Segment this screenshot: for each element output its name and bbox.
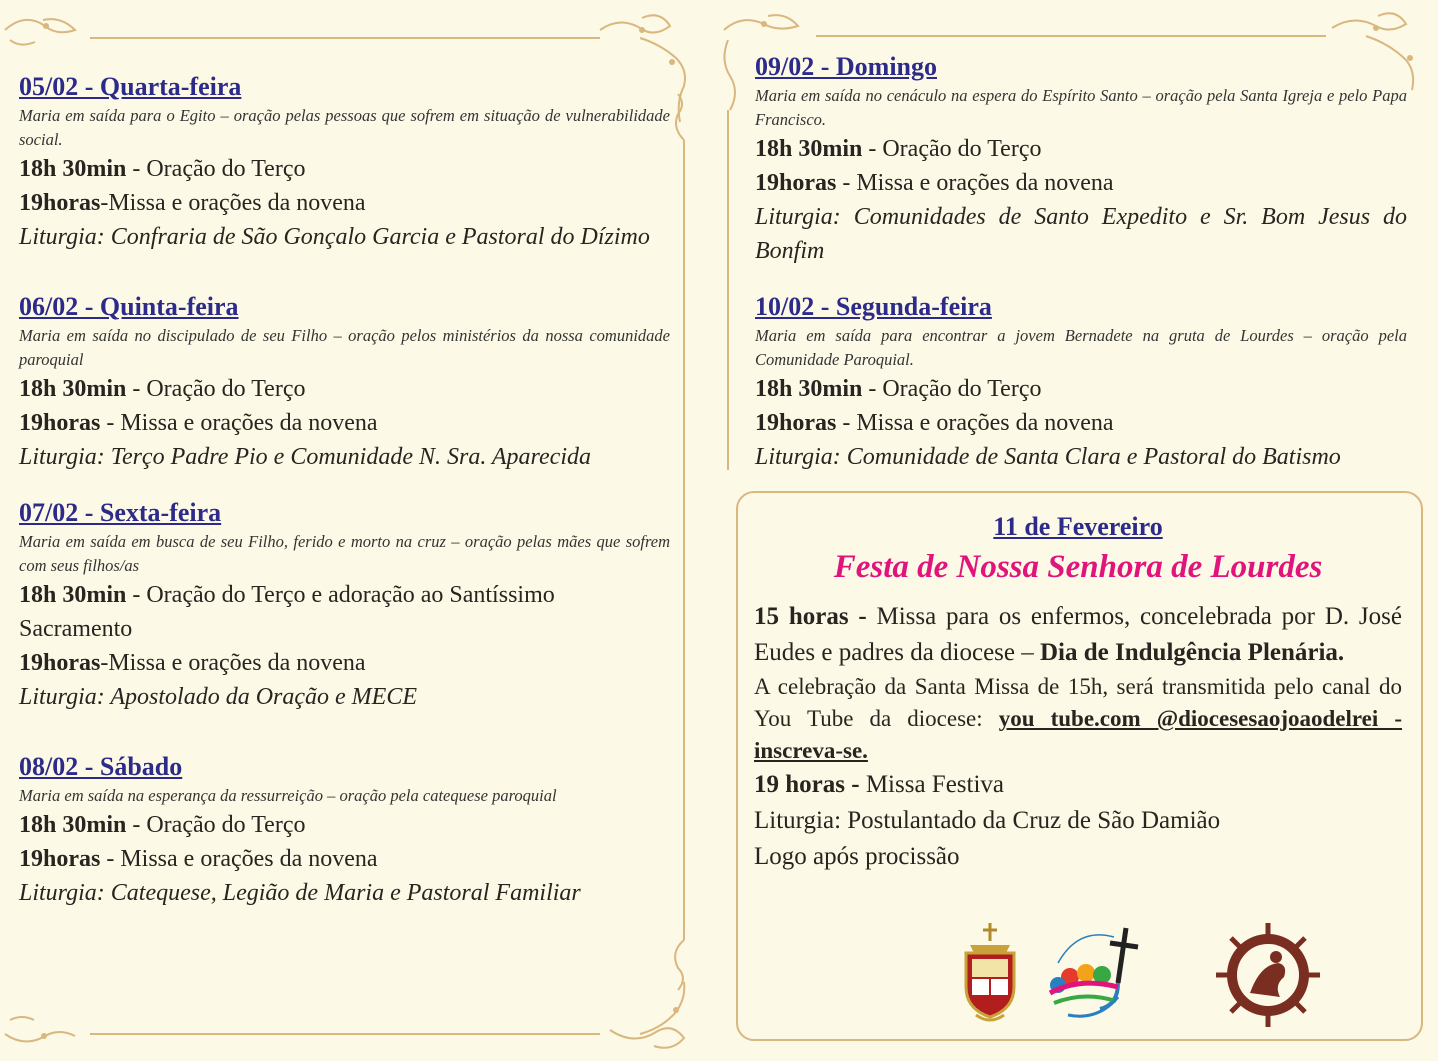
schedule-line <box>19 406 670 440</box>
liturgia-line: Liturgia: Apostolado da Oração e MECE <box>19 684 417 710</box>
schedule-time: 19horas <box>755 170 837 196</box>
feast-liturgia: Liturgia: Postulantado da Cruz de São Damião <box>754 807 1221 834</box>
feast-date: 11 de Fevereiro <box>993 512 1163 541</box>
schedule-line <box>755 406 1407 440</box>
day-block <box>19 750 670 910</box>
schedule-time: 18h 30min <box>19 812 127 838</box>
jubilee-2025-logo-icon <box>1050 928 1138 1016</box>
schedule-text: - Oração do Terço e adoração ao Santíssimo Sacramento <box>19 582 555 642</box>
schedule-time: 19 horas - <box>754 771 860 798</box>
liturgia-line: Liturgia: Comunidade de Santa Clara e Pastoral do Batismo <box>755 444 1341 470</box>
day-title: 05/02 - Quarta-feira <box>19 72 242 101</box>
schedule-line <box>755 372 1407 406</box>
day-block <box>19 290 670 474</box>
day-description: Maria em saída na esperança da ressurreição – oração pela catequese paroquial <box>19 786 557 805</box>
schedule-line <box>19 646 670 680</box>
feast-paragraph <box>754 767 1402 803</box>
schedule-line <box>19 372 670 406</box>
feast-paragraph <box>754 599 1402 671</box>
feast-text: Missa para os enfermos, concelebrada por D. José Eudes e padres da diocese – <box>754 603 1402 666</box>
left-page <box>0 0 706 1061</box>
schedule-time: 18h 30min <box>755 136 863 162</box>
feast-content <box>754 509 1402 875</box>
day-title: 06/02 - Quinta-feira <box>19 292 239 321</box>
day-block <box>19 70 670 254</box>
schedule-line <box>19 578 670 646</box>
schedule-time: 18h 30min <box>19 376 127 402</box>
left-column <box>19 70 670 910</box>
schedule-time: 19horas <box>19 650 101 676</box>
day-description: Maria em saída para o Egito – oração pelas pessoas que sofrem em situação de vulnerabilidade social. <box>19 106 670 149</box>
feast-procession: Logo após procissão <box>754 843 960 870</box>
schedule-text: - Oração do Terço <box>126 376 306 402</box>
schedule-time: 18h 30min <box>19 582 127 608</box>
schedule-line <box>755 166 1407 200</box>
broadcast-text: A celebração da Santa Missa de 15h, será transmitida pelo canal do You Tube da diocese: <box>754 674 1402 731</box>
day-title: 08/02 - Sábado <box>19 752 183 781</box>
schedule-time: 19horas <box>19 846 101 872</box>
feast-text: Missa Festiva <box>859 771 1005 798</box>
sun-rays-figure-icon <box>1216 923 1320 1027</box>
schedule-line <box>19 808 670 842</box>
schedule-text: - Missa e orações da novena <box>100 410 378 436</box>
parish-coat-of-arms-icon <box>966 923 1014 1020</box>
day-block <box>755 50 1407 268</box>
liturgia-line: Liturgia: Terço Padre Pio e Comunidade N. Sra. Aparecida <box>19 444 591 470</box>
schedule-text: -Missa e orações da novena <box>100 650 366 676</box>
schedule-text: - Missa e orações da novena <box>836 410 1114 436</box>
schedule-time: 19horas <box>755 410 837 436</box>
day-title: 10/02 - Segunda-feira <box>755 292 992 321</box>
schedule-time: 19horas <box>19 190 101 216</box>
day-description: Maria em saída no discipulado de seu Filho – oração pelos ministérios da nossa comunidade paroquial <box>19 326 670 369</box>
schedule-line <box>19 186 670 220</box>
feast-title: Festa de Nossa Senhora de Lourdes <box>833 549 1323 585</box>
schedule-text: - Oração do Terço <box>126 812 306 838</box>
day-description: Maria em saída no cenáculo na espera do Espírito Santo – oração pela Santa Igreja e pelo Papa Francisco. <box>755 86 1407 129</box>
day-description: Maria em saída para encontrar a jovem Bernadete na gruta de Lourdes – oração pela Comunidade Paroquial. <box>755 326 1407 369</box>
schedule-time: 19horas <box>19 410 101 436</box>
liturgia-line: Liturgia: Catequese, Legião de Maria e Pastoral Familiar <box>19 880 581 906</box>
schedule-text: - Oração do Terço <box>862 136 1042 162</box>
liturgia-line: Liturgia: Comunidades de Santo Expedito e Sr. Bom Jesus do Bonfim <box>755 204 1407 264</box>
day-block <box>755 290 1407 474</box>
schedule-text: - Oração do Terço <box>126 156 306 182</box>
schedule-line <box>19 842 670 876</box>
schedule-time: 18h 30min <box>755 376 863 402</box>
day-block <box>19 496 670 714</box>
schedule-text: - Missa e orações da novena <box>100 846 378 872</box>
schedule-line <box>19 152 670 186</box>
day-title: 07/02 - Sexta-feira <box>19 498 222 527</box>
schedule-time: 15 horas - <box>754 603 867 630</box>
right-column <box>755 50 1407 474</box>
youtube-link[interactable]: you tube.com @diocesesaojoaodelrei - inscreva-se. <box>754 706 1403 763</box>
schedule-time: 18h 30min <box>19 156 127 182</box>
schedule-text: - Missa e orações da novena <box>836 170 1114 196</box>
liturgia-line: Liturgia: Confraria de São Gonçalo Garcia e Pastoral do Dízimo <box>19 224 650 250</box>
schedule-text: -Missa e orações da novena <box>100 190 366 216</box>
schedule-line <box>755 132 1407 166</box>
day-description: Maria em saída em busca de seu Filho, ferido e morto na cruz – oração pelas mães que sofrem com seus filhos/as <box>19 532 670 575</box>
schedule-text: - Oração do Terço <box>862 376 1042 402</box>
day-title: 09/02 - Domingo <box>755 52 937 81</box>
indulgence-note: Dia de Indulgência Plenária. <box>1040 639 1345 666</box>
broadcast-paragraph <box>754 671 1402 767</box>
feast-box <box>736 491 1423 1041</box>
logos-row <box>958 923 1338 1033</box>
